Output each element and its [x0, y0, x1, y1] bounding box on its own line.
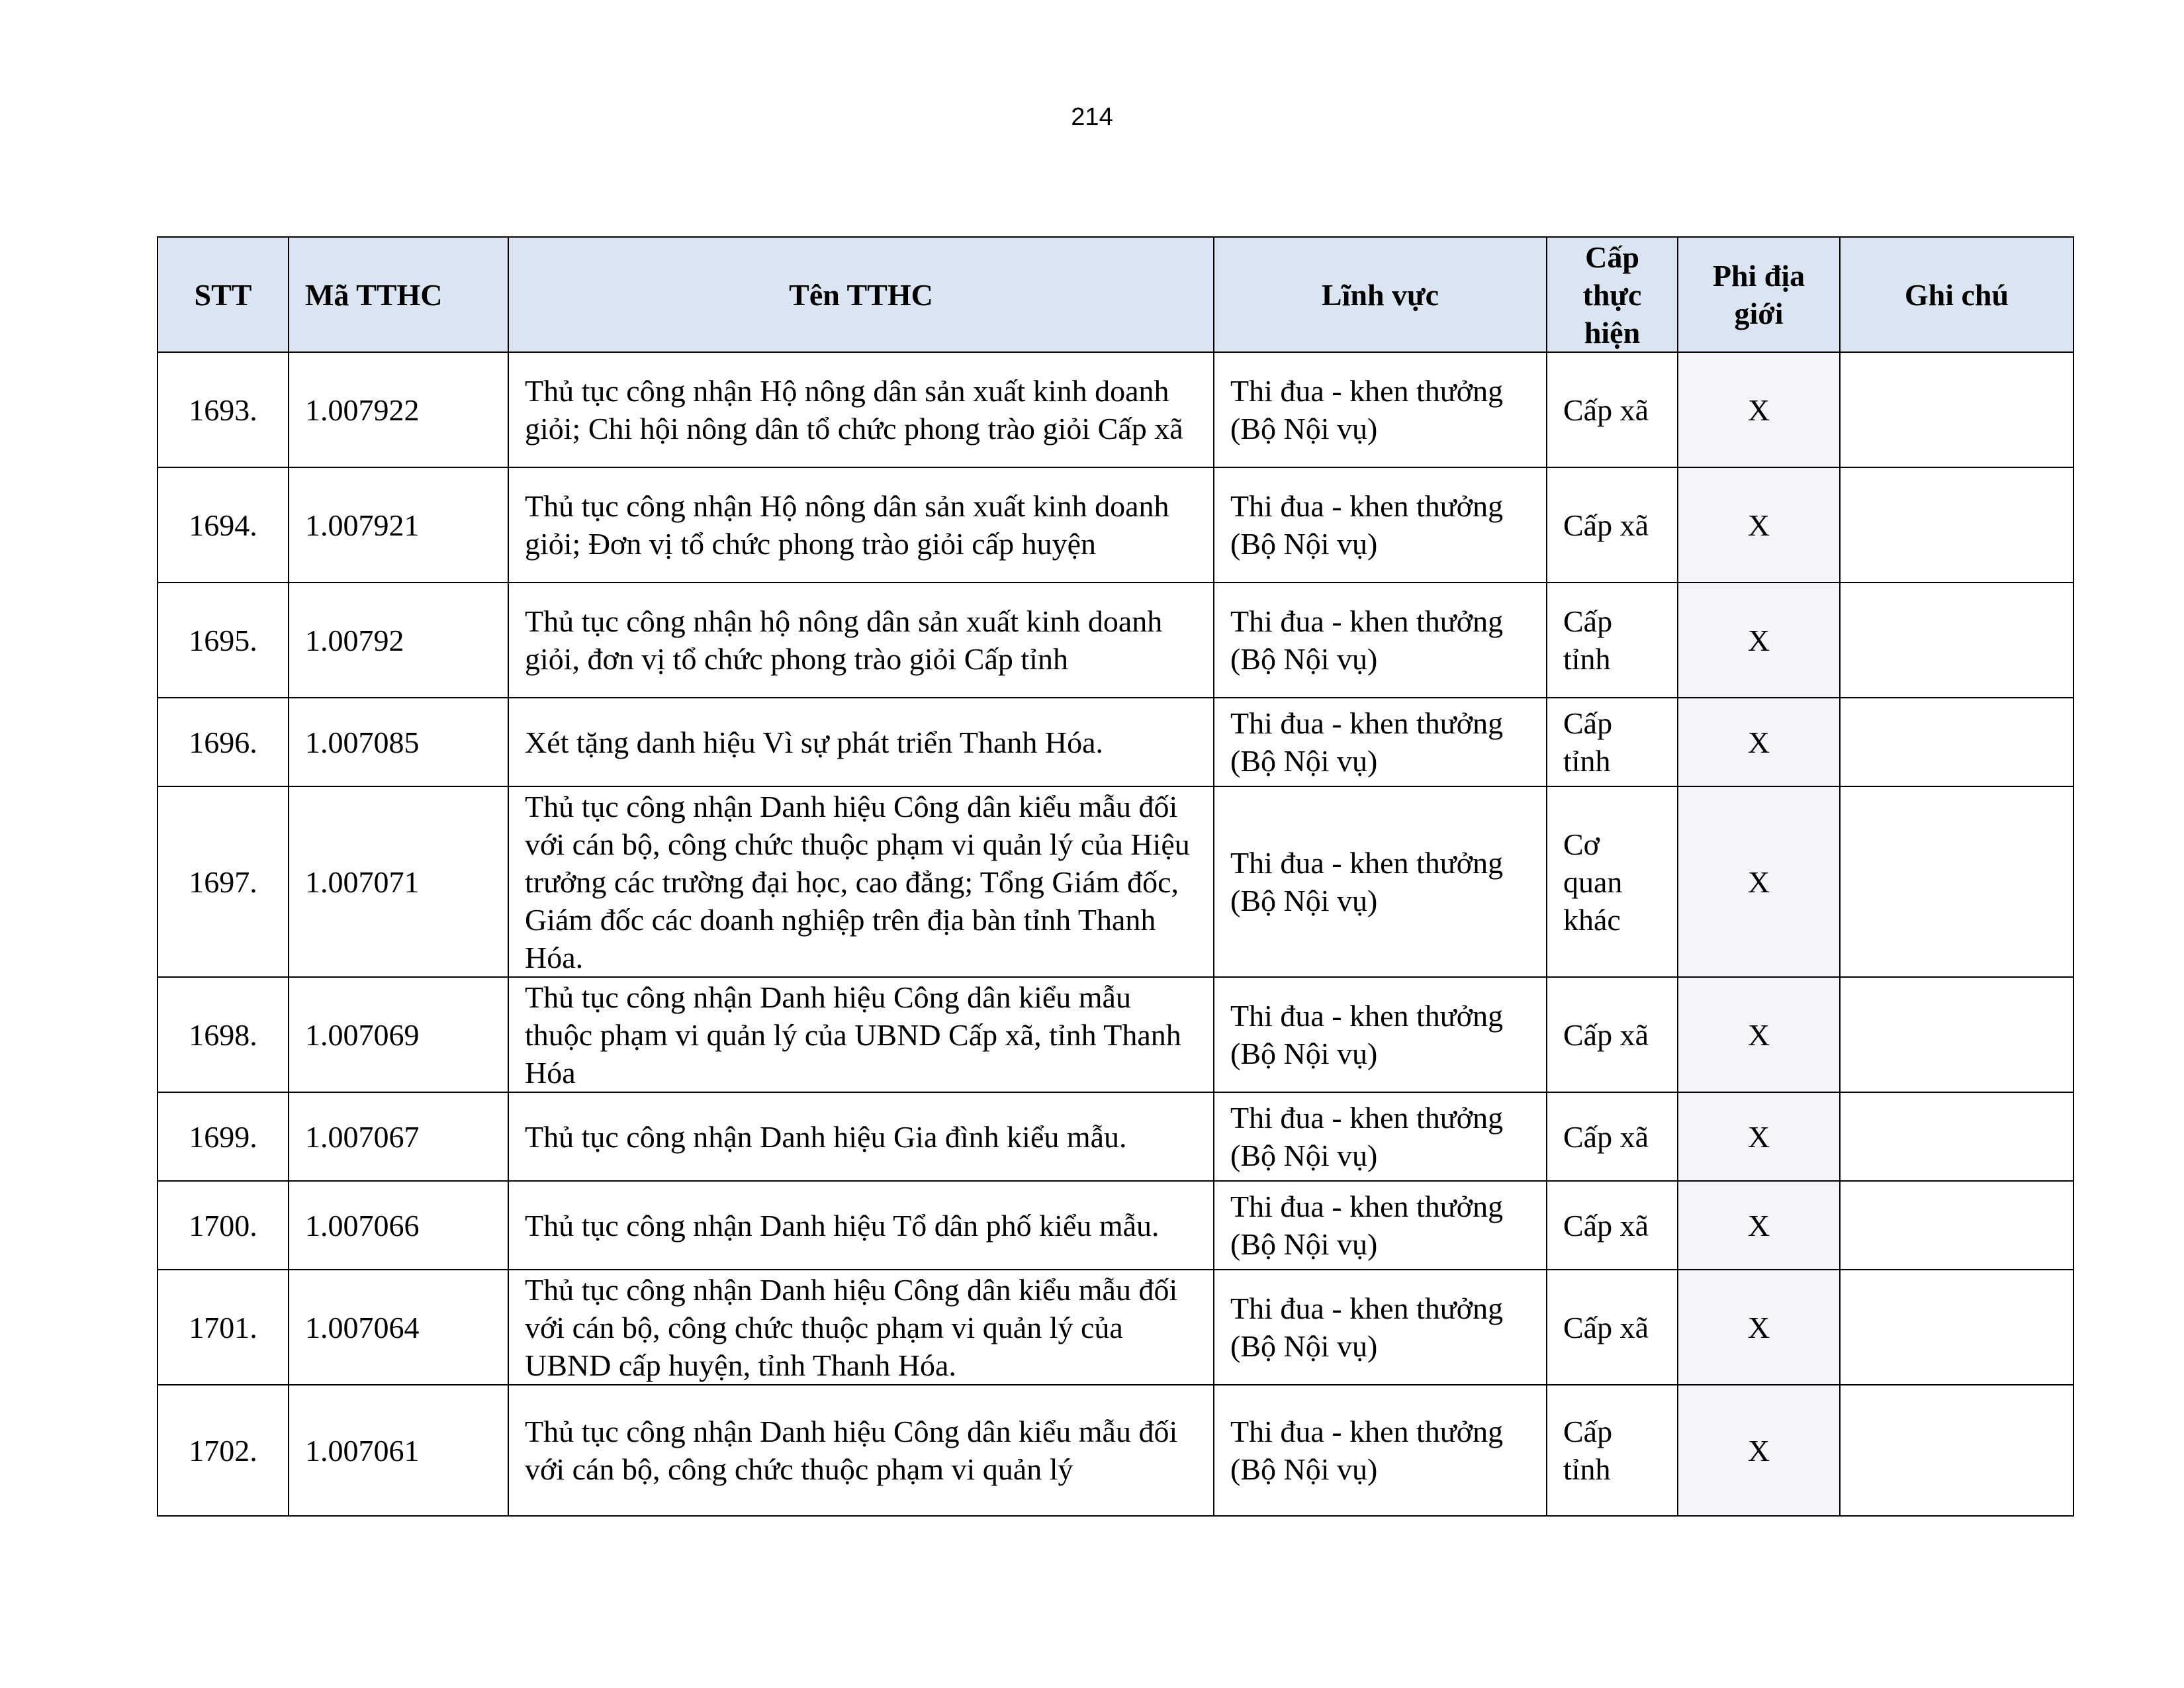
header-phi: Phi địa giới [1678, 237, 1840, 352]
cell-name: Thủ tục công nhận Danh hiệu Công dân kiểu mẫu đối với cán bộ, công chức thuộc phạm vi quản lý của Hiệu trưởng các trường đại học, cao đẳng; Tổng Giám đốc, Giám đốc các doanh nghiệp trên địa bàn tỉnh Thanh Hóa. [508, 786, 1214, 977]
cell-level: Cấp xã [1547, 977, 1678, 1092]
table-row [158, 977, 2073, 1092]
cell-level: Cấp xã [1547, 467, 1678, 583]
cell-phi: X [1678, 786, 1840, 977]
cell-phi: X [1678, 467, 1840, 583]
cell-code: 1.00792 [289, 583, 508, 698]
cell-code: 1.007922 [289, 352, 508, 467]
header-level: Cấp thực hiện [1547, 237, 1678, 352]
cell-name: Thủ tục công nhận Hộ nông dân sản xuất kinh doanh giỏi; Chi hội nông dân tổ chức phong trào giỏi Cấp xã [508, 352, 1214, 467]
cell-field: Thi đua - khen thưởng (Bộ Nội vụ) [1214, 1385, 1547, 1516]
cell-phi: X [1678, 583, 1840, 698]
cell-name: Thủ tục công nhận hộ nông dân sản xuất kinh doanh giỏi, đơn vị tổ chức phong trào giỏi Cấp tỉnh [508, 583, 1214, 698]
cell-code: 1.007061 [289, 1385, 508, 1516]
cell-note [1840, 1181, 2073, 1270]
cell-stt: 1695. [158, 583, 289, 698]
cell-field: Thi đua - khen thưởng (Bộ Nội vụ) [1214, 352, 1547, 467]
cell-phi: X [1678, 1270, 1840, 1385]
cell-name: Thủ tục công nhận Danh hiệu Công dân kiểu mẫu đối với cán bộ, công chức thuộc phạm vi quản lý [508, 1385, 1214, 1516]
cell-note [1840, 1092, 2073, 1181]
cell-note [1840, 977, 2073, 1092]
cell-field: Thi đua - khen thưởng (Bộ Nội vụ) [1214, 977, 1547, 1092]
cell-field: Thi đua - khen thưởng (Bộ Nội vụ) [1214, 698, 1547, 786]
cell-level: Cấp tỉnh [1547, 583, 1678, 698]
cell-name: Xét tặng danh hiệu Vì sự phát triển Thanh Hóa. [508, 698, 1214, 786]
table-row [158, 467, 2073, 583]
cell-level: Cơ quan khác [1547, 786, 1678, 977]
cell-stt: 1693. [158, 352, 289, 467]
cell-name: Thủ tục công nhận Danh hiệu Công dân kiểu mẫu đối với cán bộ, công chức thuộc phạm vi quản lý của UBND cấp huyện, tỉnh Thanh Hóa. [508, 1270, 1214, 1385]
cell-stt: 1694. [158, 467, 289, 583]
cell-stt: 1699. [158, 1092, 289, 1181]
cell-name: Thủ tục công nhận Danh hiệu Tổ dân phố kiểu mẫu. [508, 1181, 1214, 1270]
cell-stt: 1702. [158, 1385, 289, 1516]
cell-stt: 1696. [158, 698, 289, 786]
cell-note [1840, 583, 2073, 698]
cell-level: Cấp tỉnh [1547, 1385, 1678, 1516]
cell-level: Cấp tỉnh [1547, 698, 1678, 786]
header-name: Tên TTHC [508, 237, 1214, 352]
cell-code: 1.007066 [289, 1181, 508, 1270]
cell-code: 1.007067 [289, 1092, 508, 1181]
table-row [158, 1385, 2073, 1516]
header-note: Ghi chú [1840, 237, 2073, 352]
table-row [158, 1270, 2073, 1385]
table-row [158, 1092, 2073, 1181]
cell-code: 1.007071 [289, 786, 508, 977]
cell-phi: X [1678, 1385, 1840, 1516]
cell-stt: 1701. [158, 1270, 289, 1385]
page-number: 214 [1071, 103, 1113, 131]
table-header-row [158, 237, 2073, 352]
cell-note [1840, 467, 2073, 583]
cell-note [1840, 698, 2073, 786]
cell-note [1840, 1270, 2073, 1385]
cell-stt: 1700. [158, 1181, 289, 1270]
cell-note [1840, 786, 2073, 977]
table-row [158, 1181, 2073, 1270]
cell-phi: X [1678, 698, 1840, 786]
cell-note [1840, 352, 2073, 467]
cell-level: Cấp xã [1547, 1181, 1678, 1270]
cell-name: Thủ tục công nhận Danh hiệu Công dân kiểu mẫu thuộc phạm vi quản lý của UBND Cấp xã, tỉnh Thanh Hóa [508, 977, 1214, 1092]
cell-field: Thi đua - khen thưởng (Bộ Nội vụ) [1214, 1092, 1547, 1181]
table-row [158, 698, 2073, 786]
table-row [158, 786, 2073, 977]
cell-field: Thi đua - khen thưởng (Bộ Nội vụ) [1214, 583, 1547, 698]
cell-stt: 1698. [158, 977, 289, 1092]
procedures-table [157, 236, 2074, 1517]
table-row [158, 352, 2073, 467]
header-field: Lĩnh vực [1214, 237, 1547, 352]
cell-code: 1.007085 [289, 698, 508, 786]
cell-level: Cấp xã [1547, 352, 1678, 467]
cell-code: 1.007921 [289, 467, 508, 583]
cell-phi: X [1678, 1181, 1840, 1270]
header-stt: STT [158, 237, 289, 352]
cell-code: 1.007064 [289, 1270, 508, 1385]
cell-phi: X [1678, 352, 1840, 467]
cell-level: Cấp xã [1547, 1270, 1678, 1385]
cell-name: Thủ tục công nhận Danh hiệu Gia đình kiểu mẫu. [508, 1092, 1214, 1181]
cell-code: 1.007069 [289, 977, 508, 1092]
header-code: Mã TTHC [289, 237, 508, 352]
cell-phi: X [1678, 1092, 1840, 1181]
cell-level: Cấp xã [1547, 1092, 1678, 1181]
cell-stt: 1697. [158, 786, 289, 977]
cell-field: Thi đua - khen thưởng (Bộ Nội vụ) [1214, 786, 1547, 977]
cell-name: Thủ tục công nhận Hộ nông dân sản xuất kinh doanh giỏi; Đơn vị tổ chức phong trào giỏi cấp huyện [508, 467, 1214, 583]
cell-field: Thi đua - khen thưởng (Bộ Nội vụ) [1214, 1270, 1547, 1385]
cell-phi: X [1678, 977, 1840, 1092]
cell-note [1840, 1385, 2073, 1516]
table-row [158, 583, 2073, 698]
cell-field: Thi đua - khen thưởng (Bộ Nội vụ) [1214, 467, 1547, 583]
cell-field: Thi đua - khen thưởng (Bộ Nội vụ) [1214, 1181, 1547, 1270]
